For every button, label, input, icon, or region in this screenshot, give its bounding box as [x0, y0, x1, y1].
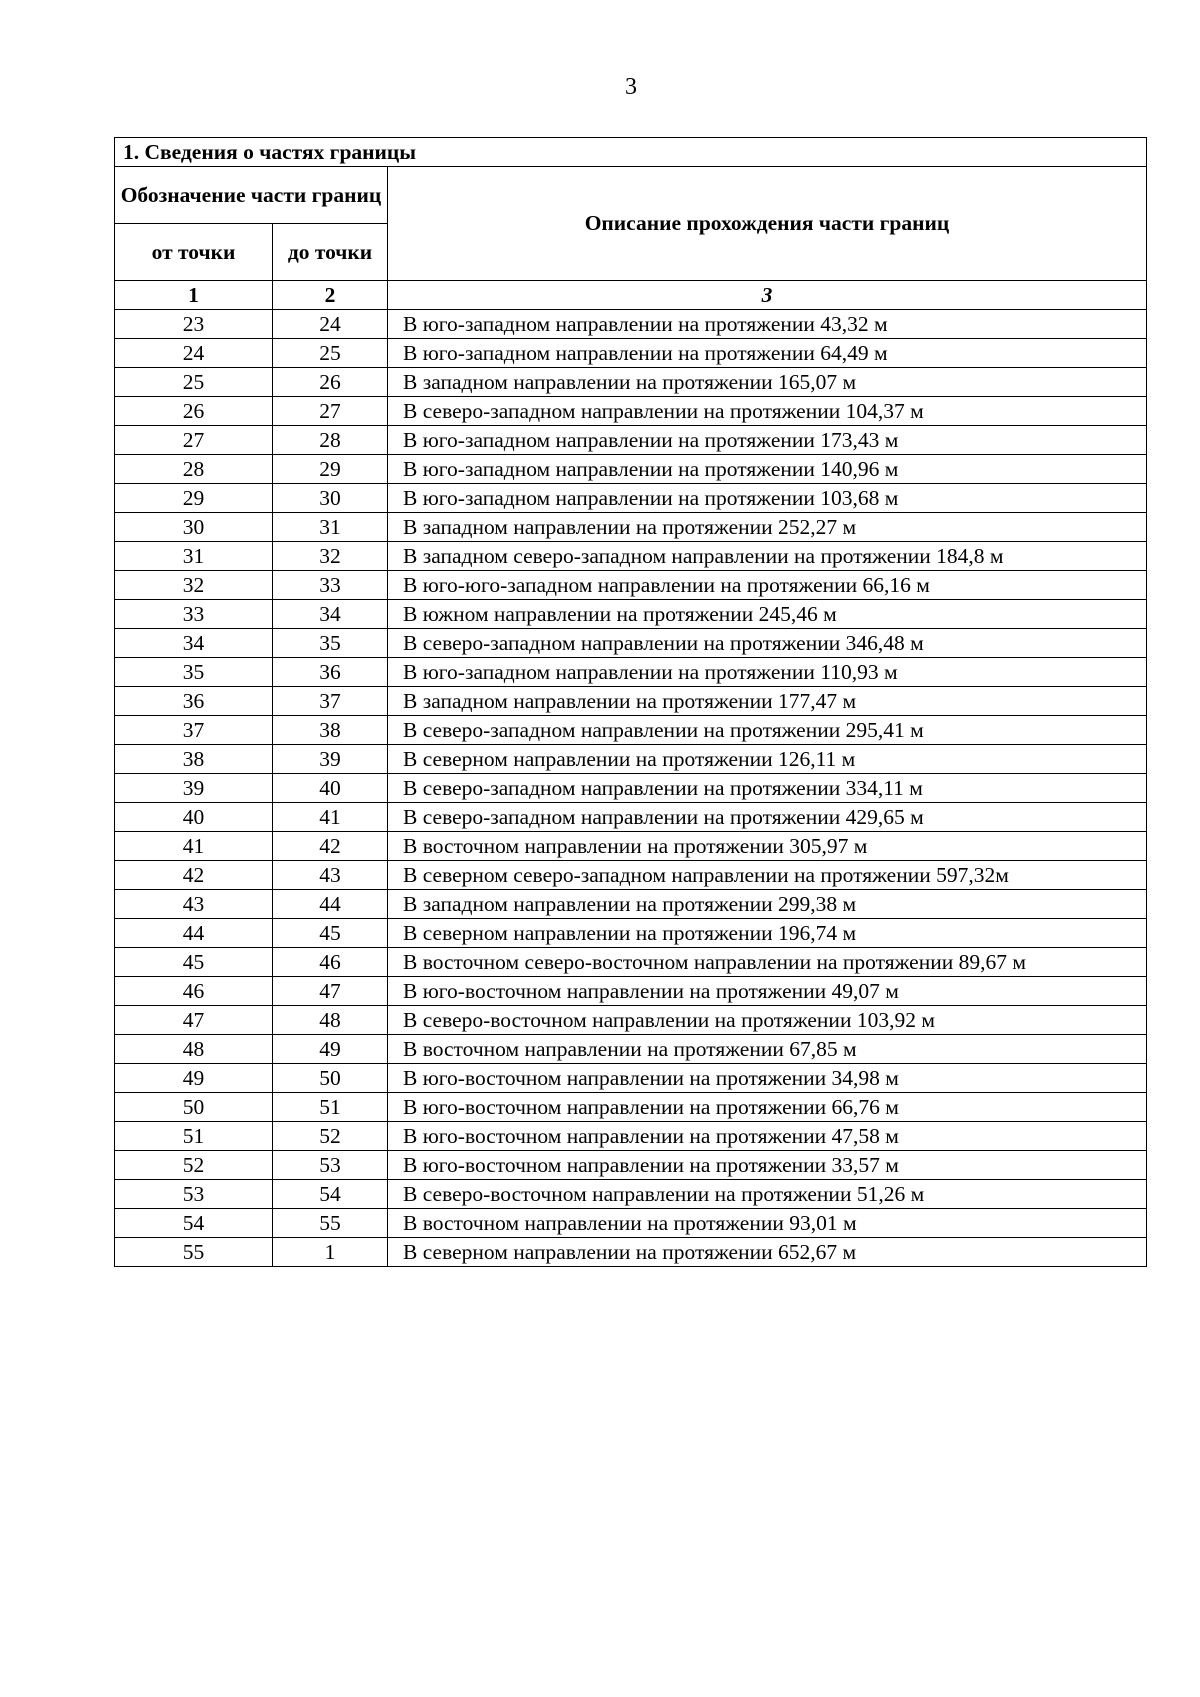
section-title: 1. Сведения о частях границы: [115, 138, 1147, 167]
description-cell: В восточном направлении на протяжении 67,85 м: [388, 1035, 1147, 1064]
to-point-cell: 1: [273, 1238, 388, 1267]
to-point-cell: 41: [273, 803, 388, 832]
to-point-cell: 30: [273, 484, 388, 513]
to-point-cell: 47: [273, 977, 388, 1006]
from-point-cell: 27: [115, 426, 273, 455]
table-row: [115, 629, 1147, 658]
to-point-cell: 27: [273, 397, 388, 426]
description-cell: В южном направлении на протяжении 245,46 м: [388, 600, 1147, 629]
from-point-cell: 39: [115, 774, 273, 803]
description-cell: В юго-западном направлении на протяжении 173,43 м: [388, 426, 1147, 455]
to-point-cell: 33: [273, 571, 388, 600]
from-point-cell: 28: [115, 455, 273, 484]
description-cell: В юго-западном направлении на протяжении 103,68 м: [388, 484, 1147, 513]
from-point-cell: 48: [115, 1035, 273, 1064]
table-row: [115, 513, 1147, 542]
table-row: [115, 919, 1147, 948]
table-body: [115, 310, 1147, 1267]
description-cell: В юго-восточном направлении на протяжении 33,57 м: [388, 1151, 1147, 1180]
table-row: [115, 600, 1147, 629]
description-cell: В северо-западном направлении на протяжении 429,65 м: [388, 803, 1147, 832]
table-row: [115, 1064, 1147, 1093]
table-row: [115, 977, 1147, 1006]
description-header: Описание прохождения части границ: [388, 167, 1147, 281]
table-row: [115, 1238, 1147, 1267]
to-point-cell: 36: [273, 658, 388, 687]
column-number-2: 2: [273, 281, 388, 310]
table-row: [115, 1151, 1147, 1180]
description-cell: В юго-восточном направлении на протяжении 66,76 м: [388, 1093, 1147, 1122]
description-cell: В северо-западном направлении на протяжении 104,37 м: [388, 397, 1147, 426]
from-point-cell: 55: [115, 1238, 273, 1267]
table-row: [115, 687, 1147, 716]
to-point-cell: 32: [273, 542, 388, 571]
table-row: [115, 368, 1147, 397]
to-point-header: до точки: [273, 224, 388, 281]
from-point-cell: 29: [115, 484, 273, 513]
to-point-cell: 44: [273, 890, 388, 919]
to-point-cell: 43: [273, 861, 388, 890]
description-cell: В северном направлении на протяжении 126,11 м: [388, 745, 1147, 774]
column-number-3: 3: [388, 281, 1147, 310]
to-point-cell: 28: [273, 426, 388, 455]
table-row: [115, 1035, 1147, 1064]
from-point-cell: 34: [115, 629, 273, 658]
description-cell: В юго-восточном направлении на протяжении 49,07 м: [388, 977, 1147, 1006]
description-cell: В северо-восточном направлении на протяжении 51,26 м: [388, 1180, 1147, 1209]
description-cell: В юго-западном направлении на протяжении 64,49 м: [388, 339, 1147, 368]
description-cell: В северо-западном направлении на протяжении 346,48 м: [388, 629, 1147, 658]
to-point-cell: 52: [273, 1122, 388, 1151]
from-point-cell: 25: [115, 368, 273, 397]
description-cell: В западном северо-западном направлении на протяжении 184,8 м: [388, 542, 1147, 571]
to-point-cell: 35: [273, 629, 388, 658]
description-cell: В восточном направлении на протяжении 305,97 м: [388, 832, 1147, 861]
to-point-cell: 55: [273, 1209, 388, 1238]
to-point-cell: 51: [273, 1093, 388, 1122]
to-point-cell: 39: [273, 745, 388, 774]
table-row: [115, 745, 1147, 774]
from-point-cell: 51: [115, 1122, 273, 1151]
to-point-cell: 31: [273, 513, 388, 542]
from-point-cell: 40: [115, 803, 273, 832]
to-point-cell: 34: [273, 600, 388, 629]
description-cell: В северо-западном направлении на протяжении 334,11 м: [388, 774, 1147, 803]
to-point-cell: 54: [273, 1180, 388, 1209]
description-cell: В юго-юго-западном направлении на протяжении 66,16 м: [388, 571, 1147, 600]
description-cell: В юго-западном направлении на протяжении 110,93 м: [388, 658, 1147, 687]
table-row: [115, 1122, 1147, 1151]
to-point-cell: 42: [273, 832, 388, 861]
from-point-cell: 38: [115, 745, 273, 774]
table-row: [115, 455, 1147, 484]
from-point-cell: 36: [115, 687, 273, 716]
table-row: [115, 397, 1147, 426]
table-row: [115, 948, 1147, 977]
to-point-cell: 25: [273, 339, 388, 368]
from-point-cell: 30: [115, 513, 273, 542]
description-cell: В западном направлении на протяжении 165,07 м: [388, 368, 1147, 397]
table-row: [115, 571, 1147, 600]
description-cell: В юго-восточном направлении на протяжении 34,98 м: [388, 1064, 1147, 1093]
from-point-cell: 42: [115, 861, 273, 890]
table-row: [115, 1006, 1147, 1035]
to-point-cell: 24: [273, 310, 388, 339]
table-row: [115, 1180, 1147, 1209]
from-point-cell: 47: [115, 1006, 273, 1035]
from-point-header: от точки: [115, 224, 273, 281]
table-row: [115, 803, 1147, 832]
description-cell: В восточном направлении на протяжении 93,01 м: [388, 1209, 1147, 1238]
description-cell: В северном направлении на протяжении 196,74 м: [388, 919, 1147, 948]
to-point-cell: 50: [273, 1064, 388, 1093]
description-cell: В западном направлении на протяжении 177,47 м: [388, 687, 1147, 716]
to-point-cell: 38: [273, 716, 388, 745]
table-row: [115, 542, 1147, 571]
table-row: [115, 1209, 1147, 1238]
to-point-cell: 40: [273, 774, 388, 803]
from-point-cell: 45: [115, 948, 273, 977]
from-point-cell: 33: [115, 600, 273, 629]
to-point-cell: 45: [273, 919, 388, 948]
page-number: 3: [625, 74, 637, 100]
to-point-cell: 46: [273, 948, 388, 977]
from-point-cell: 54: [115, 1209, 273, 1238]
to-point-cell: 29: [273, 455, 388, 484]
description-cell: В юго-западном направлении на протяжении 43,32 м: [388, 310, 1147, 339]
table-row: [115, 310, 1147, 339]
description-cell: В восточном северо-восточном направлении на протяжении 89,67 м: [388, 948, 1147, 977]
table-row: [115, 339, 1147, 368]
from-point-cell: 23: [115, 310, 273, 339]
from-point-cell: 41: [115, 832, 273, 861]
from-point-cell: 43: [115, 890, 273, 919]
from-point-cell: 35: [115, 658, 273, 687]
boundary-parts-table: [114, 137, 1147, 1267]
description-cell: В западном направлении на протяжении 299,38 м: [388, 890, 1147, 919]
designation-header: Обозначение части границ: [115, 167, 388, 224]
from-point-cell: 52: [115, 1151, 273, 1180]
from-point-cell: 49: [115, 1064, 273, 1093]
to-point-cell: 48: [273, 1006, 388, 1035]
from-point-cell: 31: [115, 542, 273, 571]
table-row: [115, 774, 1147, 803]
table-row: [115, 890, 1147, 919]
table-row: [115, 658, 1147, 687]
description-cell: В юго-восточном направлении на протяжении 47,58 м: [388, 1122, 1147, 1151]
description-cell: В северном направлении на протяжении 652,67 м: [388, 1238, 1147, 1267]
table-row: [115, 861, 1147, 890]
from-point-cell: 32: [115, 571, 273, 600]
to-point-cell: 49: [273, 1035, 388, 1064]
from-point-cell: 50: [115, 1093, 273, 1122]
description-cell: В юго-западном направлении на протяжении 140,96 м: [388, 455, 1147, 484]
to-point-cell: 53: [273, 1151, 388, 1180]
to-point-cell: 37: [273, 687, 388, 716]
table-row: [115, 484, 1147, 513]
table-row: [115, 426, 1147, 455]
column-number-1: 1: [115, 281, 273, 310]
from-point-cell: 53: [115, 1180, 273, 1209]
description-cell: В северо-восточном направлении на протяжении 103,92 м: [388, 1006, 1147, 1035]
description-cell: В западном направлении на протяжении 252,27 м: [388, 513, 1147, 542]
to-point-cell: 26: [273, 368, 388, 397]
table-row: [115, 716, 1147, 745]
description-cell: В северо-западном направлении на протяжении 295,41 м: [388, 716, 1147, 745]
from-point-cell: 24: [115, 339, 273, 368]
from-point-cell: 37: [115, 716, 273, 745]
description-cell: В северном северо-западном направлении на протяжении 597,32м: [388, 861, 1147, 890]
table-row: [115, 832, 1147, 861]
table-row: [115, 1093, 1147, 1122]
from-point-cell: 46: [115, 977, 273, 1006]
from-point-cell: 26: [115, 397, 273, 426]
from-point-cell: 44: [115, 919, 273, 948]
